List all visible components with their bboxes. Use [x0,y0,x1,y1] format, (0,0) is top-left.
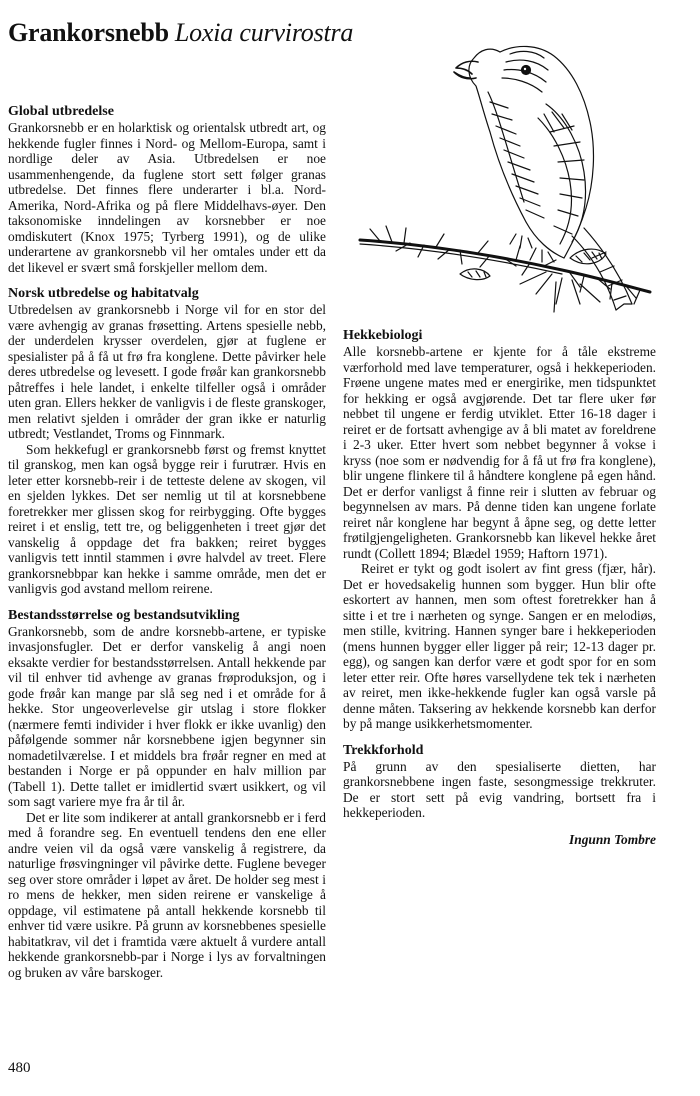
section-heading: Bestandsstørrelse og bestandsutvikling [8,607,240,623]
section-norwegian-distribution [8,286,326,597]
page-number: 480 [8,1060,31,1076]
section-heading: Norsk utbredelse og habitatvalg [8,286,199,301]
section-heading: Trekkforhold [343,742,424,758]
paragraph: På grunn av den spesialiserte dietten, har grankorsnebbene ingen faste, sesongmessige trekkruter. De er stort sett på evig vandring, bortsett fra i hekkeperioden. [343,758,656,820]
right-column [343,328,656,847]
section-global-distribution [8,104,326,275]
section-heading: Hekkebiologi [343,328,423,343]
left-column [8,104,326,991]
latin-name: Loxia curvirostra [174,18,354,47]
page-title [8,18,353,48]
paragraph: Utbredelsen av grankorsnebb i Norge vil for en stor del være avhengig av granas frøsetting. Artens spesielle nebb, der underdelen krysser overdelen, gjør at fuglene er spesialister på å få ut frø fra konglene. Dette påvirker hele deres utbredelse og levesett. I gode frøår kan grankorsnebb påtreffes i hele landet, i enkelte tilfeller også i områder uten gran. Ellers hekker de vanligvis i de fleste granskoger, men relativt sjelden i områder der gran ikke er naturlig utbredt; Vestlandet, Troms og Finnmark. [8,302,326,441]
paragraph: Reiret er tykt og godt isolert av fint gress (fjær, hår). Det er hovedsakelig hunnen som bygger. Hun blir ofte eskortert av hannen, men som oftest foretrekker han å sitte i et tre i nærheten og synge. Sangen er en melodiøs, men stille, kvitring. Hannen synger bare i hekkeperioden (mens hunnen bygger eller ligger på reir; 12-13 dager pr. egg), og sangen kan derfor være et godt spor for en som leter etter reir. Ofte høres varsellydene tek tek i nærheten av reiret, men ikke-hekkende fugler kan også varsle på denne måten. Taksering av hekkende korsnebb kan derfor by på mange usikkerhetsmomenter. [343,561,656,731]
section-breeding-biology [343,328,656,732]
section-migration [343,743,656,821]
crossbill-illustration [340,22,668,322]
section-population [8,608,326,981]
author-name: Ingunn Tombre [569,831,656,847]
species-name: Grankorsnebb [8,18,169,47]
paragraph: Det er lite som indikerer at antall grankorsnebb er i ferd med å forandre seg. En eventuell tendens den ene eller andre veien vil da også være vanskelig å registrere, da naturlige frøsvingninger vil påvirke dette. Fuglene beveger seg over store områder i løpet av året. De holder seg mest i ro mens de hekker, men siden reirene er vanskelige å oppdage, vil estimatene på antall hekkende korsnebb til enhver tid være usikre. På grunn av korsnebbenes spesielle habitatkrav, vil det i framtida være aktuelt å vurdere antall hekkende grankorsnebb-par i Norge i lys av forvaltningen og bruken av våre barskoger. [8,809,326,980]
paragraph: Grankorsnebb er en holarktisk og orientalsk utbredt art, og hekkende fugler finnes i Nord- og Mellom-Europa, samt i nordlige deler av Asia. Utbredelsen er noe usammenhengende, da fuglene stort sett følger granas utbredelse. Det finnes flere underarter i bl.a. Nord-Amerika, Nord-Afrika og på flere Middelhavs-øyer. Den taksonomiske inndelingen av korsnebber er noe omdiskutert (Knox 1975; Tyrberg 1991), og de ulike underartene av grankorsnebb vil her omtales under ett da det likevel er svært små forskjeller mellom dem. [8,120,326,275]
paragraph: Alle korsnebb-artene er kjente for å tåle ekstreme værforhold med lave temperaturer, også i hekkeperioden. Frøene ungene mates med er energirike, men tidspunktet for hekking er også avgjørende. Det tar flere uker før nebbet til ungene er ferdig utviklet. Etter 16-18 dager i reiret er de fortsatt avhengige av å bli matet av foreldrene i 2-3 uker. Etter hvert som nebbet begynner å vokse i kryss (noe som er nødvendig for å få ut frø fra konglene), blir ungene flinkere til å håndtere konglene på egen hånd. Det er derfor vanligst å finne reir i slutten av februar og begynnelsen av mars. På denne tiden kan ungene forlate reiret når konglene har begynt å åpne seg, og dette letter frøtilgjengeligheten. Grankorsnebb kan likevel hekke året rundt (Collett 1894; Blædel 1959; Haftorn 1971). [343,344,656,561]
paragraph: Som hekkefugl er grankorsnebb først og fremst knyttet til granskog, men kan også bygge reir i furutrær. Hvis en leter etter korsnebb-reir i de tetteste delene av skogen, vil en sjelden lykkes. Det ser nemlig ut til at korsnebbene foretrekker mer glissen skog for reirbygging. Ofte bygges reiret i et enslig, tett tre, og beliggenheten i treet gjør det vanskelig å oppdage det fra bakken; reiret bygges vanligvis tett inntil stammen i øvre halvdel av treet. Flere grankorsnebbpar kan hekke i samme område, men det er vanligvis god avstand mellom reirene. [8,441,326,596]
paragraph: Grankorsnebb, som de andre korsnebb-artene, er typiske invasjonsfugler. Det er derfor vanskelig å angi noen eksakte verdier for bestandsstørrelsen. Antall hekkende par vil til enhver tid avhenge av granas frøproduksjon, og i gode frøår kan mange par slå seg ned i et område for å hekke. Stor ungeoverlevelse gir utslag i store flokker (nærmere femti individer i hver flokk er ikke uvanlig) den påfølgende sommer når korsnebbene igjen begynner sin nomadetilværelse. I et middels bra frøår regner en med at bestanden i Norge er på oppunder en halv million par (Tabell 1). Dette tallet er imidlertid svært usikkert, og vil som sagt variere mye fra år til år. [8,623,326,809]
section-heading: Global utbredelse [8,104,114,119]
